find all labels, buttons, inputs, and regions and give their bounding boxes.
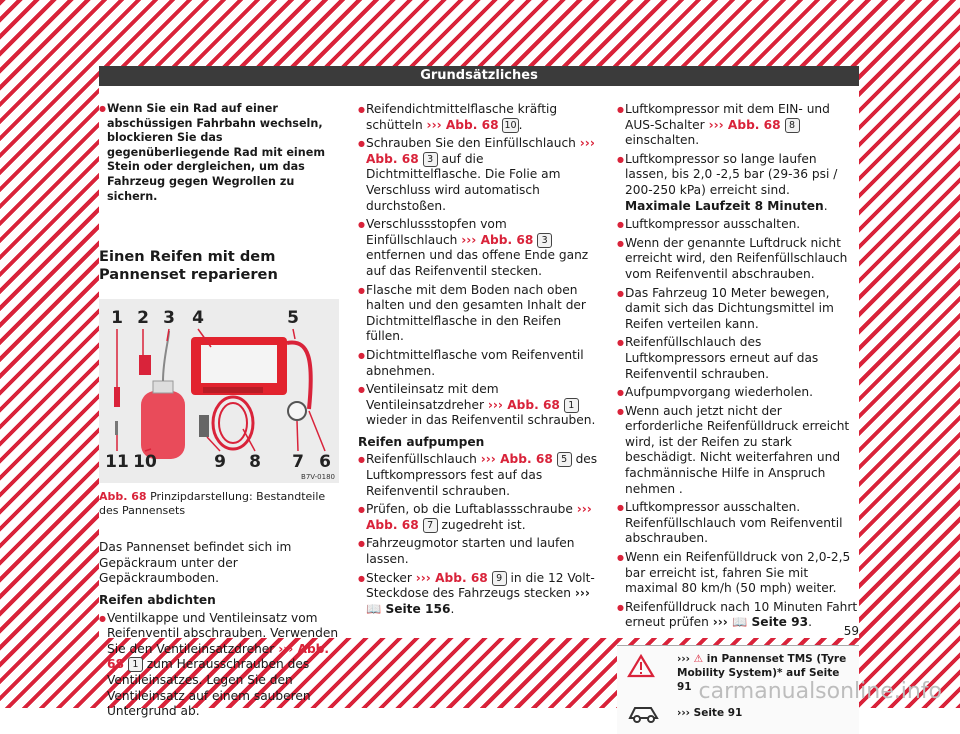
- step-7: ● Ventileinsatz mit dem Ventileinsatzdreher ››› Abb. 68 1 wieder in das Reifenventil schrauben.: [358, 382, 601, 429]
- item-number: 1: [128, 657, 143, 672]
- pannenset-illustration: [99, 299, 339, 483]
- figure-label-9: 9: [214, 452, 226, 473]
- step-11: ● Stecker ››› Abb. 68 9 in die 12 Volt-Steckdose des Fahrzeugs stecken ››› 📖 Seite 156.: [358, 571, 601, 618]
- abb-ref[interactable]: ››› Abb. 68: [426, 117, 499, 132]
- subheading-abdichten: Reifen abdichten: [99, 592, 216, 607]
- abb-ref[interactable]: ››› Abb. 68: [487, 397, 560, 412]
- page-number: 59: [843, 624, 859, 638]
- item-number: 1: [564, 398, 579, 413]
- figure-caption: [99, 490, 339, 518]
- column-1: [99, 102, 339, 723]
- caption-text: Prinzipdarstellung: Bestandteile des Pannensets: [99, 490, 326, 518]
- step-8: ● Reifenfüllschlauch ››› Abb. 68 5 des Luftkompressors fest auf das Reifenventil schrauben.: [358, 452, 601, 499]
- step-13: ● Luftkompressor so lange laufen lassen, bis 2,0 -2,5 bar (29-36 psi / 200-250 kPa) erreicht sind. Maximale Laufzeit 8 Minuten.: [617, 152, 859, 214]
- note-warning-ref[interactable]: ››› ⚠ in Pannenset TMS (Tyre Mobility System)* auf Seite 91: [677, 653, 847, 693]
- step-9: ● Prüfen, ob die Luftablassschraube ››› Abb. 68 7 zugedreht ist.: [358, 502, 601, 533]
- figure-label-7: 7: [292, 452, 304, 473]
- caption-label: Abb. 68: [99, 490, 147, 504]
- page-ref[interactable]: ››› 📖 Seite 93: [712, 615, 809, 630]
- step-2: ● Reifendichtmittelflasche kräftig schütteln ››› Abb. 68 10 .: [358, 102, 601, 133]
- item-number: 5: [557, 452, 572, 467]
- step-16: ● Das Fahrzeug 10 Meter bewegen, damit sich das Dichtungsmittel im Reifen verteilen kann.: [617, 286, 859, 333]
- figure-label-8: 8: [249, 452, 261, 473]
- book-icon: 📖: [366, 601, 382, 616]
- figure-label-1: 1: [111, 308, 123, 329]
- figure-label-3: 3: [163, 308, 175, 329]
- car-info-icon: [627, 698, 661, 724]
- item-number: 9: [492, 571, 507, 586]
- warning-text: ● Wenn Sie ein Rad auf einer abschüssigen Fahrbahn wechseln, blockieren Sie das gegenüberliegende Rad mit einem Stein oder dergleichen, um das Fahrzeug gegen Wegrollen zu sichern.: [99, 102, 339, 204]
- page-ref[interactable]: ››› 📖 Seite 156: [366, 586, 590, 616]
- warning-small-icon: ⚠: [693, 653, 704, 665]
- abb-ref[interactable]: ››› Abb. 68: [366, 136, 595, 166]
- item-number: 8: [785, 118, 800, 133]
- step-12: ● Luftkompressor mit dem EIN- und AUS-Schalter ››› Abb. 68 8 einschalten.: [617, 102, 859, 149]
- figure-label-2: 2: [137, 308, 149, 329]
- figure-code: B7V-0180: [301, 473, 335, 482]
- item-number: 7: [423, 518, 438, 533]
- abb-ref[interactable]: ››› Abb. 68: [480, 452, 553, 467]
- step-5: ● Flasche mit dem Boden nach oben halten und den gesamten Inhalt der Dichtmittelflasche in den Reifen füllen.: [358, 283, 601, 345]
- abb-ref[interactable]: ››› Abb. 68: [107, 641, 330, 672]
- step-22: ● Reifenfülldruck nach 10 Minuten Fahrt erneut prüfen ››› 📖 Seite 93.: [617, 600, 859, 631]
- section-title: Einen Reifen mit dem Pannenset reparieren: [99, 248, 278, 284]
- figure-label-5: 5: [287, 308, 299, 329]
- figure-label-10: 10: [133, 452, 157, 473]
- abb-ref[interactable]: ››› Abb. 68: [415, 570, 488, 585]
- figure-label-6: 6: [319, 452, 331, 473]
- figure-label-4: 4: [192, 308, 204, 329]
- step-6: ● Dichtmittelflasche vom Reifenventil abnehmen.: [358, 348, 601, 379]
- step-14: ● Luftkompressor ausschalten.: [617, 217, 859, 233]
- abb-ref[interactable]: ››› Abb. 68: [708, 117, 781, 132]
- step-18: ● Aufpumpvorgang wiederholen.: [617, 385, 859, 401]
- column-3: [617, 102, 859, 734]
- step-20: ● Luftkompressor ausschalten. Reifenfüllschlauch vom Reifenventil abschrauben.: [617, 500, 859, 547]
- step-4: ● Verschlussstopfen vom Einfüllschlauch ››› Abb. 68 3 entfernen und das offene Ende ganz auf das Reifenventil stecken.: [358, 217, 601, 279]
- abb-ref[interactable]: ››› Abb. 68: [461, 232, 534, 247]
- page-header: Grundsätzliches: [99, 66, 859, 86]
- step-19: ● Wenn auch jetzt nicht der erforderliche Reifenfülldruck erreicht wird, ist der Reifen zu stark beschädigt. Nicht weiterfahren und fachmännische Hilfe in Anspruch nehmen .: [617, 404, 859, 498]
- step-10: ● Fahrzeugmotor starten und laufen lassen.: [358, 536, 601, 567]
- step-15: ● Wenn der genannte Luftdruck nicht erreicht wird, den Reifenfüllschlauch vom Reifenventil abschrauben.: [617, 236, 859, 283]
- step-17: ● Reifenfüllschlauch des Luftkompressors erneut auf das Reifenventil schrauben.: [617, 335, 859, 382]
- column-2: [358, 102, 601, 620]
- note-page-ref[interactable]: ››› Seite 91: [677, 707, 743, 719]
- book-icon: 📖: [732, 615, 748, 630]
- subheading-aufpumpen: Reifen aufpumpen: [358, 434, 485, 449]
- item-number: 3: [537, 233, 552, 248]
- step-3: ● Schrauben Sie den Einfüllschlauch ››› Abb. 68 3 auf die Dichtmittelflasche. Die Folie am Verschluss wird automatisch durchstoßen.: [358, 136, 601, 214]
- warning-triangle-icon: [627, 654, 655, 678]
- watermark: carmanualsonline.info: [698, 679, 942, 704]
- step-1: ● Ventilkappe und Ventileinsatz vom Reifenventil abschrauben. Verwenden Sie den Ventileinsatzdreher ››› Abb. 68 1 zum Herausschrauben des Ventileinsatzes. Legen Sie den Ventileinsatz auf einem sauberen Untergrund ab.: [99, 611, 339, 720]
- intro-text: Das Pannenset befindet sich im Gepäckraum unter der Gepäckraumboden.: [99, 540, 292, 586]
- figure-label-11: 11: [105, 452, 129, 473]
- figure-pannenset: [99, 299, 339, 483]
- item-number: 10: [504, 119, 517, 131]
- item-number: 3: [423, 152, 438, 167]
- step-21: ● Wenn ein Reifenfülldruck von 2,0-2,5 bar erreicht ist, fahren Sie mit maximal 80 km/h (50 mph) weiter.: [617, 550, 859, 597]
- abb-ref[interactable]: ››› Abb. 68: [366, 502, 592, 532]
